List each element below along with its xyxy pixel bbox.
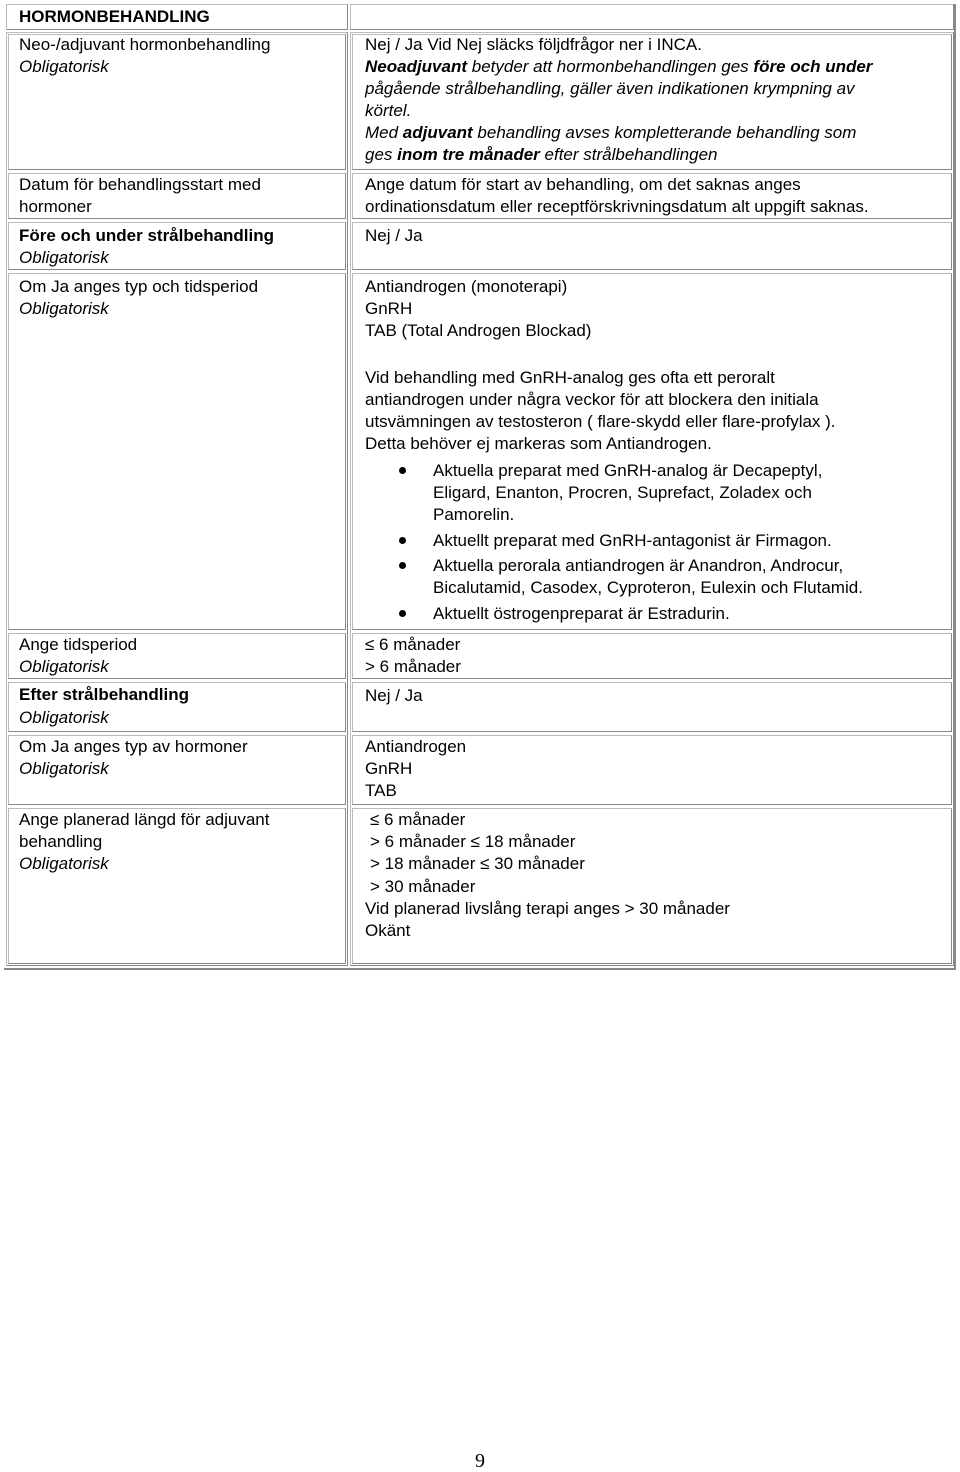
bullet-text: Aktuella perorala antiandrogen är Anandron, Androcur,: [433, 556, 844, 575]
tid-option: > 6 månader: [365, 657, 461, 676]
tid-required: Obligatorisk: [19, 657, 109, 676]
hormon-label: Om Ja anges typ av hormoner: [19, 737, 248, 756]
tid-label: Ange tidsperiod: [19, 635, 138, 654]
datum-label-line2: hormoner: [19, 197, 92, 216]
neo-answer: Nej / Ja Vid Nej släcks följdfrågor ner i INCA.: [365, 35, 702, 54]
hormon-option: TAB: [365, 781, 397, 800]
title-cell-right: [350, 4, 954, 30]
neo-definition-line1: [365, 56, 872, 78]
datum-instruction-line2: ordinationsdatum eller receptförskrivningsdatum alt uppgift saknas.: [365, 197, 869, 216]
fore-och-under-term: före och under: [753, 57, 873, 76]
neo-label: Neo-/adjuvant hormonbehandling: [19, 35, 271, 54]
neo-def-text1: betyder att hormonbehandlingen ges: [467, 57, 754, 76]
note-line: Vid behandling med GnRH-analog ges ofta ett peroralt: [365, 368, 775, 387]
page-title: HORMONBEHANDLING: [19, 7, 210, 26]
fore-answer: Nej / Ja: [365, 226, 423, 245]
datum-instruction-line1: Ange datum för start av behandling, om det saknas anges: [365, 175, 801, 194]
langd-label-line2: behandling: [19, 832, 103, 851]
bullet-text: Pamorelin.: [433, 505, 515, 524]
langd-label-line1: Ange planerad längd för adjuvant: [19, 810, 270, 829]
row-efter-right: [352, 682, 952, 732]
adjuvant-definition-line1: [365, 122, 856, 144]
neoadjuvant-term: Neoadjuvant: [365, 57, 468, 76]
typ-option: TAB (Total Androgen Blockad): [365, 321, 592, 340]
efter-answer: Nej / Ja: [365, 686, 423, 705]
langd-option: Okänt: [365, 921, 411, 940]
hormon-option: Antiandrogen: [365, 737, 467, 756]
bullet-text: Aktuella preparat med GnRH-analog är Decapeptyl,: [433, 461, 823, 480]
inom-tre-manader-term: inom tre månader: [397, 145, 540, 164]
fore-label: Före och under strålbehandling: [19, 226, 275, 245]
note-line: antiandrogen under några veckor för att blockera den initiala: [365, 390, 819, 409]
typ-required: Obligatorisk: [19, 299, 109, 318]
adj-def-text3: ges: [365, 145, 398, 164]
bullet-icon: [399, 537, 406, 544]
bullet-icon: [399, 467, 406, 474]
neo-definition-line3: körtel.: [365, 101, 412, 120]
typ-label: Om Ja anges typ och tidsperiod: [19, 277, 259, 296]
tid-option: ≤ 6 månader: [365, 635, 461, 654]
page-number: 9: [475, 1450, 485, 1472]
bullet-text: Aktuellt östrogenpreparat är Estradurin.: [433, 604, 730, 623]
bullet-text: Bicalutamid, Casodex, Cyproteron, Eulexin och Flutamid.: [433, 578, 863, 597]
langd-option: > 30 månader: [370, 877, 476, 896]
typ-option: Antiandrogen (monoterapi): [365, 277, 568, 296]
efter-required: Obligatorisk: [19, 708, 109, 727]
efter-label: Efter strålbehandling: [19, 685, 190, 704]
typ-option: GnRH: [365, 299, 413, 318]
bullet-text: Eligard, Enanton, Procren, Suprefact, Zoladex och: [433, 483, 812, 502]
bullet-icon: [399, 610, 406, 617]
adjuvant-definition-line2: [365, 144, 717, 166]
langd-option: > 6 månader ≤ 18 månader: [370, 832, 576, 851]
bullet-text: Aktuellt preparat med GnRH-antagonist är Firmagon.: [433, 531, 832, 550]
hormon-option: GnRH: [365, 759, 413, 778]
datum-label-line1: Datum för behandlingsstart med: [19, 175, 261, 194]
adjuvant-term: adjuvant: [402, 123, 473, 142]
note-line: Detta behöver ej markeras som Antiandrogen.: [365, 434, 712, 453]
langd-option: Vid planerad livslång terapi anges > 30 månader: [365, 899, 730, 918]
langd-option: > 18 månader ≤ 30 månader: [370, 854, 585, 873]
row-typ-left: [8, 273, 346, 630]
fore-required: Obligatorisk: [19, 248, 109, 267]
langd-option: ≤ 6 månader: [370, 810, 466, 829]
adj-def-text4: efter strålbehandlingen: [539, 145, 718, 164]
neo-definition-line2: pågående strålbehandling, gäller även indikationen krympning av: [365, 79, 855, 98]
langd-required: Obligatorisk: [19, 854, 109, 873]
row-fore-right: [352, 222, 952, 270]
note-line: utsvämningen av testosteron ( flare-skydd eller flare-profylax ).: [365, 412, 836, 431]
neo-required: Obligatorisk: [19, 57, 109, 76]
adj-def-text2: behandling avses kompletterande behandling som: [472, 123, 857, 142]
adj-def-text1: Med: [365, 123, 403, 142]
bullet-icon: [399, 562, 406, 569]
hormon-required: Obligatorisk: [19, 759, 109, 778]
